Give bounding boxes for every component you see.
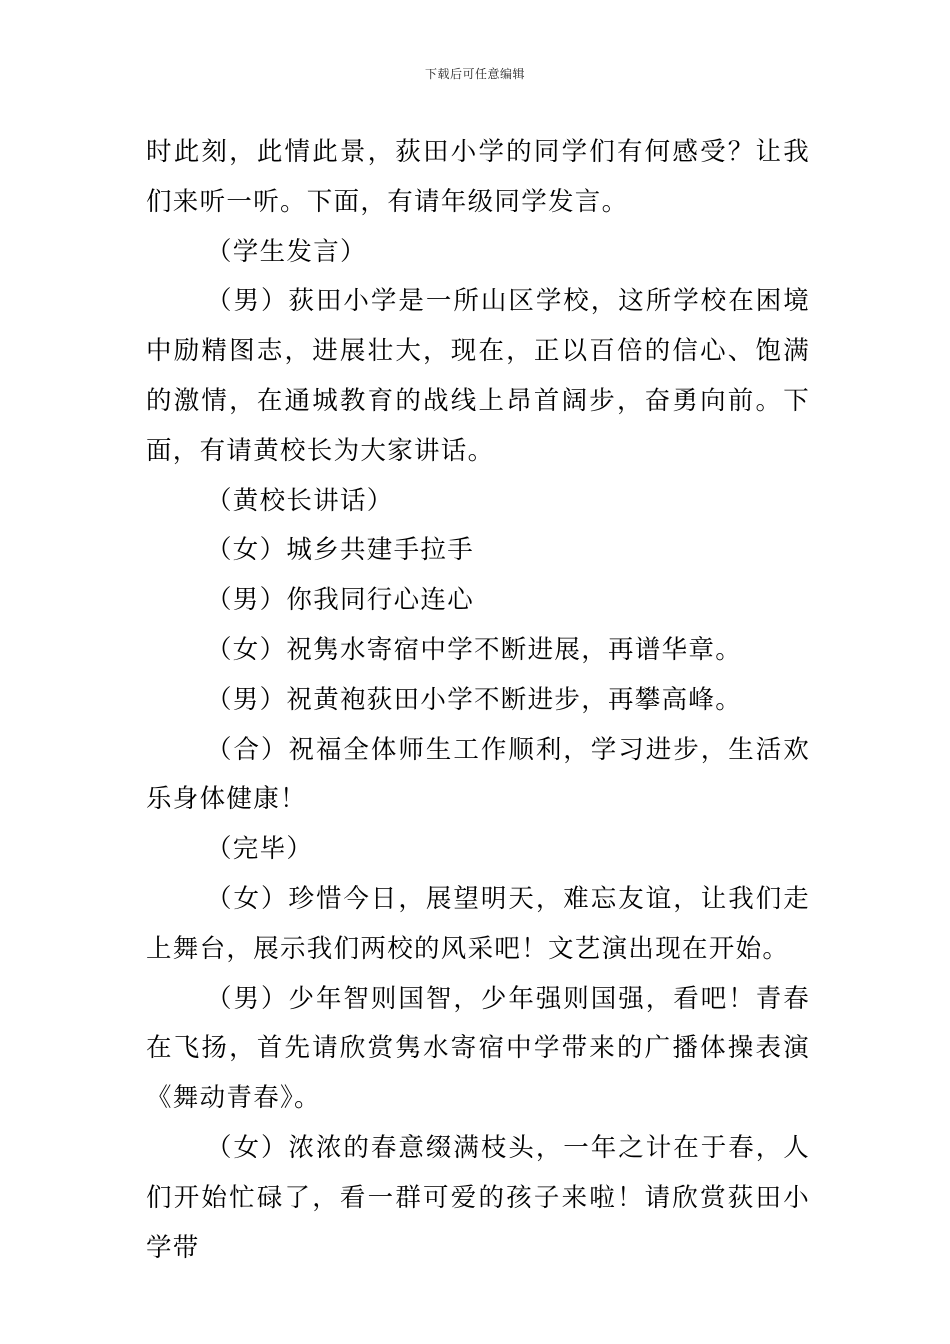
paragraph: （女）城乡共建手拉手: [206, 535, 475, 566]
paragraph: （合）祝福全体师生工作顺利，学习进步，生活欢乐身体健康！: [146, 734, 810, 815]
paragraph: 时此刻，此情此景，荻田小学的同学们有何感受？让我们来听一听。下面，有请年级同学发言。: [146, 137, 810, 217]
paragraph: （女）浓浓的春意缀满枝头，一年之计在于春，人们开始忙碌了，看一群可爱的孩子来啦！请欣赏荻田小学带: [146, 1132, 810, 1263]
paragraph: （男）你我同行心连心: [206, 585, 475, 616]
paragraph: （女）珍惜今日，展望明天，难忘友谊，让我们走上舞台，展示我们两校的风采吧！文艺演出现在开始。: [146, 883, 810, 964]
page-header: 下载后可任意编辑: [424, 67, 525, 81]
paragraph: （学生发言）: [206, 236, 367, 267]
paragraph: （完毕）: [206, 834, 314, 865]
document-body: [146, 128, 810, 1273]
paragraph: （女）祝隽水寄宿中学不断进展，再谱华章。: [206, 634, 743, 665]
paragraph: （黄校长讲话）: [206, 485, 394, 516]
paragraph: （男）祝黄袍荻田小学不断进步，再攀高峰。: [206, 684, 743, 715]
paragraph: （男）荻田小学是一所山区学校，这所学校在困境中励精图志，进展壮大，现在，正以百倍的信心、饱满的激情，在通城教育的战线上昂首阔步，奋勇向前。下面，有请黄校长为大家讲话。: [146, 286, 810, 466]
paragraph: （男）少年智则国智，少年强则国强，看吧！青春在飞扬，首先请欣赏隽水寄宿中学带来的广播体操表演《舞动青春》。: [146, 983, 810, 1114]
